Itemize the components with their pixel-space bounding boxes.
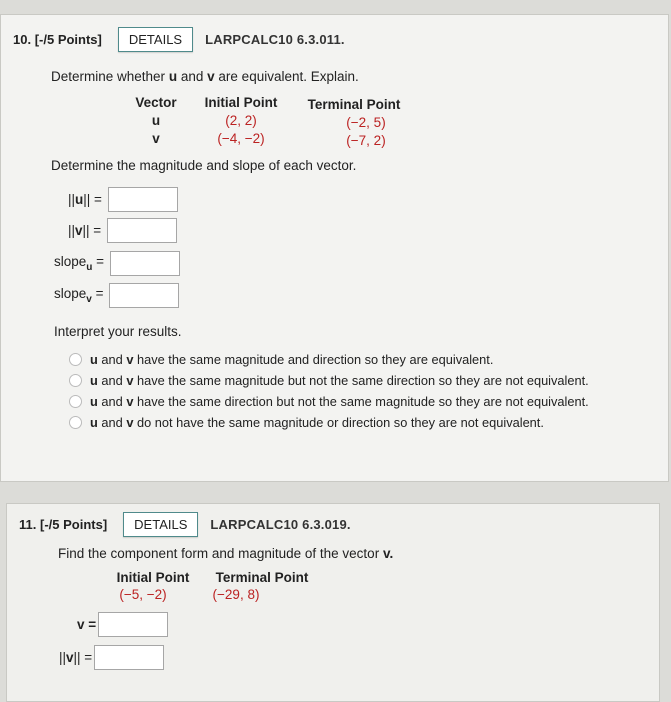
magnitude-v-row [68,218,177,243]
question-10-panel [0,14,669,482]
question-header [19,512,351,537]
table-row-v-initial: (−4, −2) [217,131,265,146]
question-11-panel [6,503,660,702]
prompt-text: are equivalent. Explain. [218,69,359,84]
magnitude-u-row [68,187,178,212]
var-u: u [168,69,178,84]
option-text: do not have the same magnitude or direction so they are not equivalent. [137,415,544,430]
slope-v-label: slope$_v$ = [54,286,104,305]
table-header-terminal: Terminal Point [215,570,309,585]
details-button[interactable]: DETAILS [118,27,193,52]
slope-u-row [54,251,180,276]
slope-v-input[interactable] [109,283,179,308]
magnitude-input[interactable] [94,645,164,670]
table-header-vector: Vector [135,95,177,110]
table-header-initial: Initial Point [204,95,278,110]
option-1[interactable]: u and v have the same magnitude and direction so they are equivalent. [69,352,493,367]
table-row-u-initial: (2, 2) [225,113,257,128]
details-button[interactable]: DETAILS [123,512,198,537]
slope-v-row [54,283,179,308]
question-number: 10. [13,32,32,47]
prompt-text: Determine whether [51,69,166,84]
table-row-u-terminal: (−2, 5) [346,115,386,130]
magnitude-v-label: ||v|| = [68,223,102,238]
magnitude-row [59,645,164,670]
option-text: have the same magnitude and direction so they are equivalent. [137,352,494,367]
option-2[interactable]: u and v have the same magnitude but not the same direction so they are not equivalent. [69,373,589,388]
prompt-text: Find the component form and magnitude of the vector [58,546,380,561]
radio-icon[interactable] [69,395,82,408]
radio-icon[interactable] [69,353,82,366]
points-table [111,95,431,155]
slope-u-input[interactable] [110,251,180,276]
table-initial-value: (−5, −2) [119,587,167,602]
var-v: v. [382,546,394,561]
sub-prompt: Determine the magnitude and slope of each vector. [51,158,357,173]
question-number: 11. [19,517,37,532]
radio-icon[interactable] [69,374,82,387]
radio-icon[interactable] [69,416,82,429]
table-header-initial: Initial Point [116,570,190,585]
option-text: have the same direction but not the same magnitude so they are not equivalent. [137,394,589,409]
problem-code: LARPCALC10 6.3.011. [205,32,345,47]
magnitude-u-label: ||u|| = [68,192,102,207]
question-header [13,27,345,52]
option-4[interactable]: u and v do not have the same magnitude or direction so they are not equivalent. [69,415,544,430]
var-v: v [207,69,215,84]
component-form-input[interactable] [98,612,168,637]
prompt-text: and [180,69,204,84]
magnitude-u-input[interactable] [108,187,178,212]
problem-code: LARPCALC10 6.3.019. [210,517,351,532]
table-row-v-vector: v [152,131,160,146]
option-3[interactable]: u and v have the same direction but not the same magnitude so they are not equivalent. [69,394,589,409]
table-terminal-value: (−29, 8) [212,587,260,602]
points-label: [-/5 Points] [34,32,102,47]
component-form-label: v = [77,617,97,632]
option-text: have the same magnitude but not the same direction so they are not equivalent. [137,373,589,388]
interpret-prompt: Interpret your results. [54,324,182,339]
magnitude-v-input[interactable] [107,218,177,243]
table-header-terminal: Terminal Point [307,97,401,112]
table-row-v-terminal: (−7, 2) [346,133,386,148]
magnitude-label: ||v|| = [59,650,93,665]
question-prompt [51,69,359,84]
component-form-row [77,612,168,637]
question-prompt [58,546,393,561]
slope-u-label: slope$_u$ = [54,254,105,273]
points-label: [-/5 Points] [39,517,108,532]
points-table [107,570,337,610]
table-row-u-vector: u [151,113,161,128]
